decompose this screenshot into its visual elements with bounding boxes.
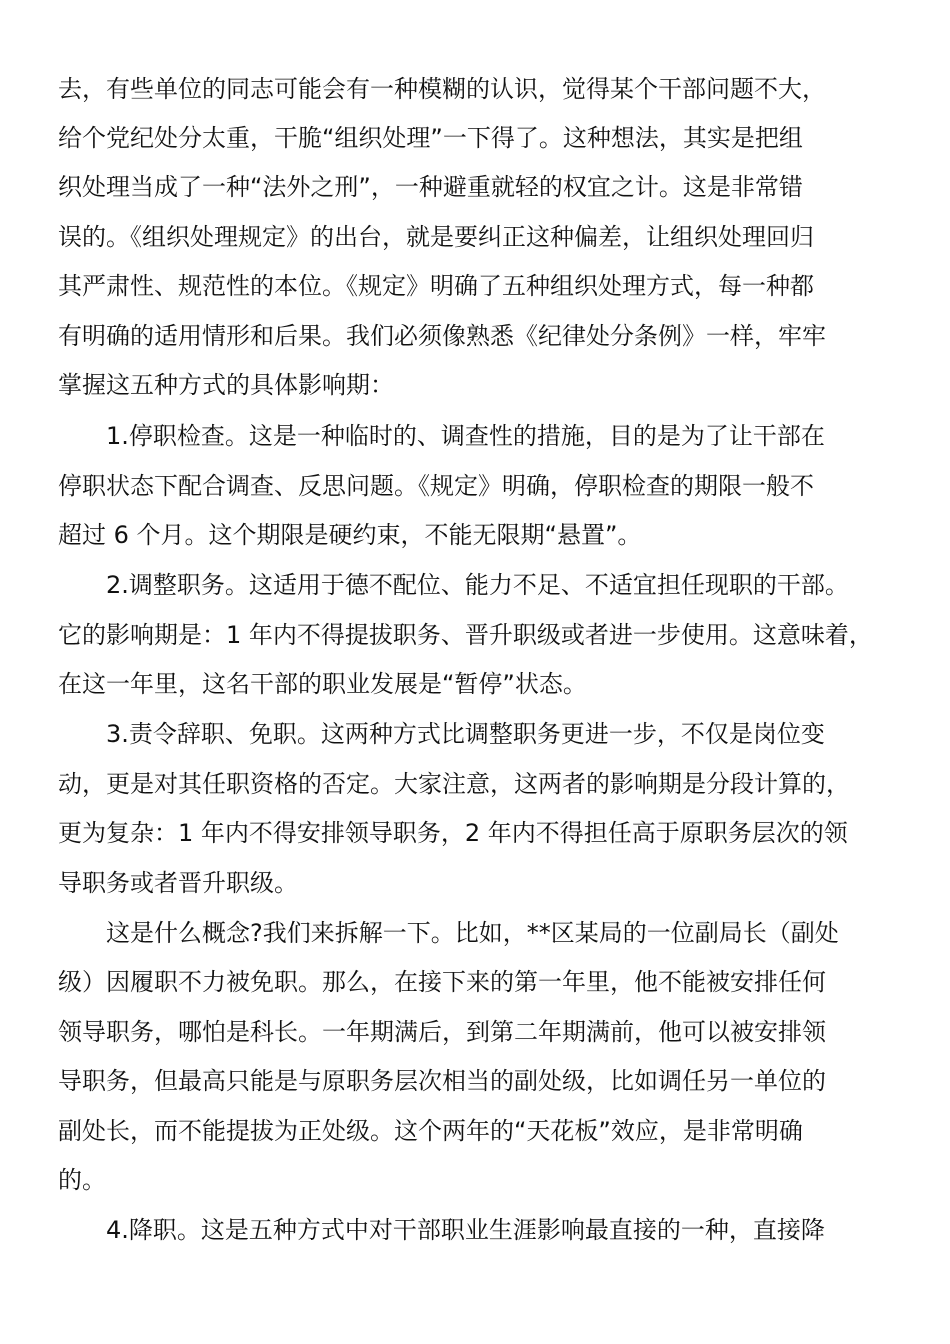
text-line: 动，更是对其任职资格的否定。大家注意，这两者的影响期是分段计算的， [58, 770, 850, 798]
list-item-2-heading: 2.调整职务。这适用于德不配位、能力不足、不适宜担任现职的干部。 [106, 571, 849, 599]
text-line: 停职状态下配合调查、反思问题。《规定》明确，停职检查的期限一般不 [58, 472, 814, 500]
text-line: 超过 6 个月。这个期限是硬约束，不能无限期“悬置”。 [58, 521, 642, 549]
text-line: 更为复杂：1 年内不得安排领导职务，2 年内不得担任高于原职务层次的领 [58, 819, 848, 847]
text-line: 导职务，但最高只能是与原职务层次相当的副处级，比如调任另一单位的 [58, 1067, 826, 1095]
text-line: 它的影响期是：1 年内不得提拔职务、晋升职级或者进一步使用。这意味着， [58, 621, 873, 649]
text-line: 织处理当成了一种“法外之刑”，一种避重就轻的权宜之计。这是非常错 [58, 173, 803, 201]
list-item-1-heading: 1.停职检查。这是一种临时的、调查性的措施，目的是为了让干部在 [106, 422, 825, 450]
list-item-3-heading: 3.责令辞职、免职。这两种方式比调整职务更进一步，不仅是岗位变 [106, 720, 825, 748]
text-line: 给个党纪处分太重，干脆“组织处理”一下得了。这种想法，其实是把组 [58, 124, 803, 152]
text-line: 导职务或者晋升职级。 [58, 869, 298, 897]
paragraph-example-start: 这是什么概念?我们来拆解一下。比如，**区某局的一位副局长（副处 [106, 919, 839, 947]
text-line: 去，有些单位的同志可能会有一种模糊的认识，觉得某个干部问题不大， [58, 75, 826, 103]
text-line: 领导职务，哪怕是科长。一年期满后，到第二年期满前，他可以被安排领 [58, 1018, 826, 1046]
text-line: 其严肃性、规范性的本位。《规定》明确了五种组织处理方式，每一种都 [58, 272, 814, 300]
text-line: 有明确的适用情形和后果。我们必须像熟悉《纪律处分条例》一样，牢牢 [58, 322, 826, 350]
text-line: 级）因履职不力被免职。那么，在接下来的第一年里，他不能被安排任何 [58, 968, 826, 996]
text-line: 误的。《组织处理规定》的出台，就是要纠正这种偏差，让组织处理回归 [58, 223, 814, 251]
text-line: 掌握这五种方式的具体影响期： [58, 371, 394, 399]
text-line: 在这一年里，这名干部的职业发展是“暂停”状态。 [58, 670, 587, 698]
text-line: 的。 [58, 1166, 106, 1194]
text-line: 副处长，而不能提拔为正处级。这个两年的“天花板”效应，是非常明确 [58, 1117, 803, 1145]
list-item-4-heading: 4.降职。这是五种方式中对干部职业生涯影响最直接的一种，直接降 [106, 1216, 825, 1244]
